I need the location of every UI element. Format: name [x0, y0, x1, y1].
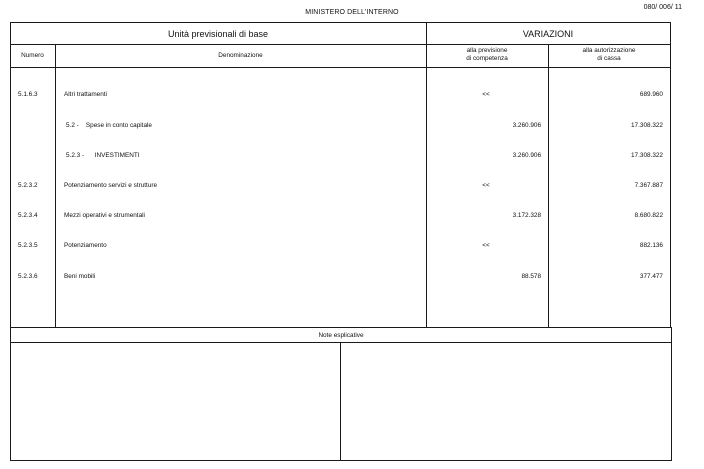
row-denominazione: Beni mobili [64, 273, 96, 280]
col-header-numero: Numero [21, 52, 44, 59]
row-denominazione: Potenziamento servizi e strutture [64, 182, 158, 189]
group-header-unita: Unità previsionali di base [167, 29, 269, 39]
row-cassa: 377.477 [639, 273, 663, 280]
header-divider-1 [10, 44, 671, 45]
col-header-denominazione: Denominazione [218, 52, 263, 59]
row-numero: 5.1.6.3 [18, 91, 38, 98]
row-cassa: 882.136 [639, 242, 663, 249]
notes-title: Note esplicative [318, 332, 364, 339]
row-denominazione: Mezzi operativi e strumentali [64, 212, 145, 219]
col-header-cassa [548, 47, 670, 62]
row-numero: 5.2.3.6 [18, 273, 38, 280]
row-denominazione: 5.2.3 - INVESTIMENTI [66, 152, 140, 159]
row-competenza: << [482, 91, 490, 98]
page-code: 080/ 006/ 11 [643, 4, 682, 11]
row-competenza: << [482, 242, 490, 249]
notes-border-bottom [10, 460, 672, 461]
col-header-competenza [426, 47, 548, 62]
col-header-cassa-line1: alla autorizzazione [582, 47, 636, 54]
ministry-title: MINISTERO DELL'INTERNO [305, 9, 399, 16]
row-cassa: 17.308.322 [631, 152, 663, 159]
row-competenza: 88.578 [521, 273, 541, 280]
row-competenza: << [482, 182, 490, 189]
notes-border-right [671, 327, 672, 461]
col-divider-cassa [548, 44, 549, 328]
row-competenza: 3.260.906 [512, 152, 541, 159]
row-competenza: 3.260.906 [512, 122, 541, 129]
row-denominazione: Potenziamento [64, 242, 107, 249]
notes-border-left [10, 327, 11, 461]
col-divider-variazioni [426, 22, 427, 328]
row-denominazione: 5.2 - Spese in conto capitale [66, 122, 152, 129]
table-border-top [10, 22, 671, 23]
header-divider-2 [10, 67, 671, 68]
notes-title-divider [10, 342, 672, 343]
row-numero: 5.2.3.4 [18, 212, 38, 219]
row-numero: 5.2.3.5 [18, 242, 38, 249]
row-denominazione: Altri trattamenti [64, 91, 107, 98]
col-divider-numero [55, 44, 56, 328]
row-cassa: 689.960 [639, 91, 663, 98]
row-competenza: 3.172.328 [512, 212, 541, 219]
row-cassa: 7.367.887 [634, 182, 663, 189]
row-numero: 5.2.3.2 [18, 182, 38, 189]
col-header-competenza-line2: di competenza [466, 54, 508, 62]
table-border-bottom [10, 327, 671, 328]
row-cassa: 17.308.322 [631, 122, 663, 129]
notes-center-divider [340, 342, 341, 461]
col-header-cassa-line2: di cassa [597, 54, 621, 62]
row-cassa: 8.680.822 [634, 212, 663, 219]
group-header-variazioni: VARIAZIONI [522, 29, 574, 39]
col-header-competenza-line1: alla previsione [466, 47, 508, 54]
